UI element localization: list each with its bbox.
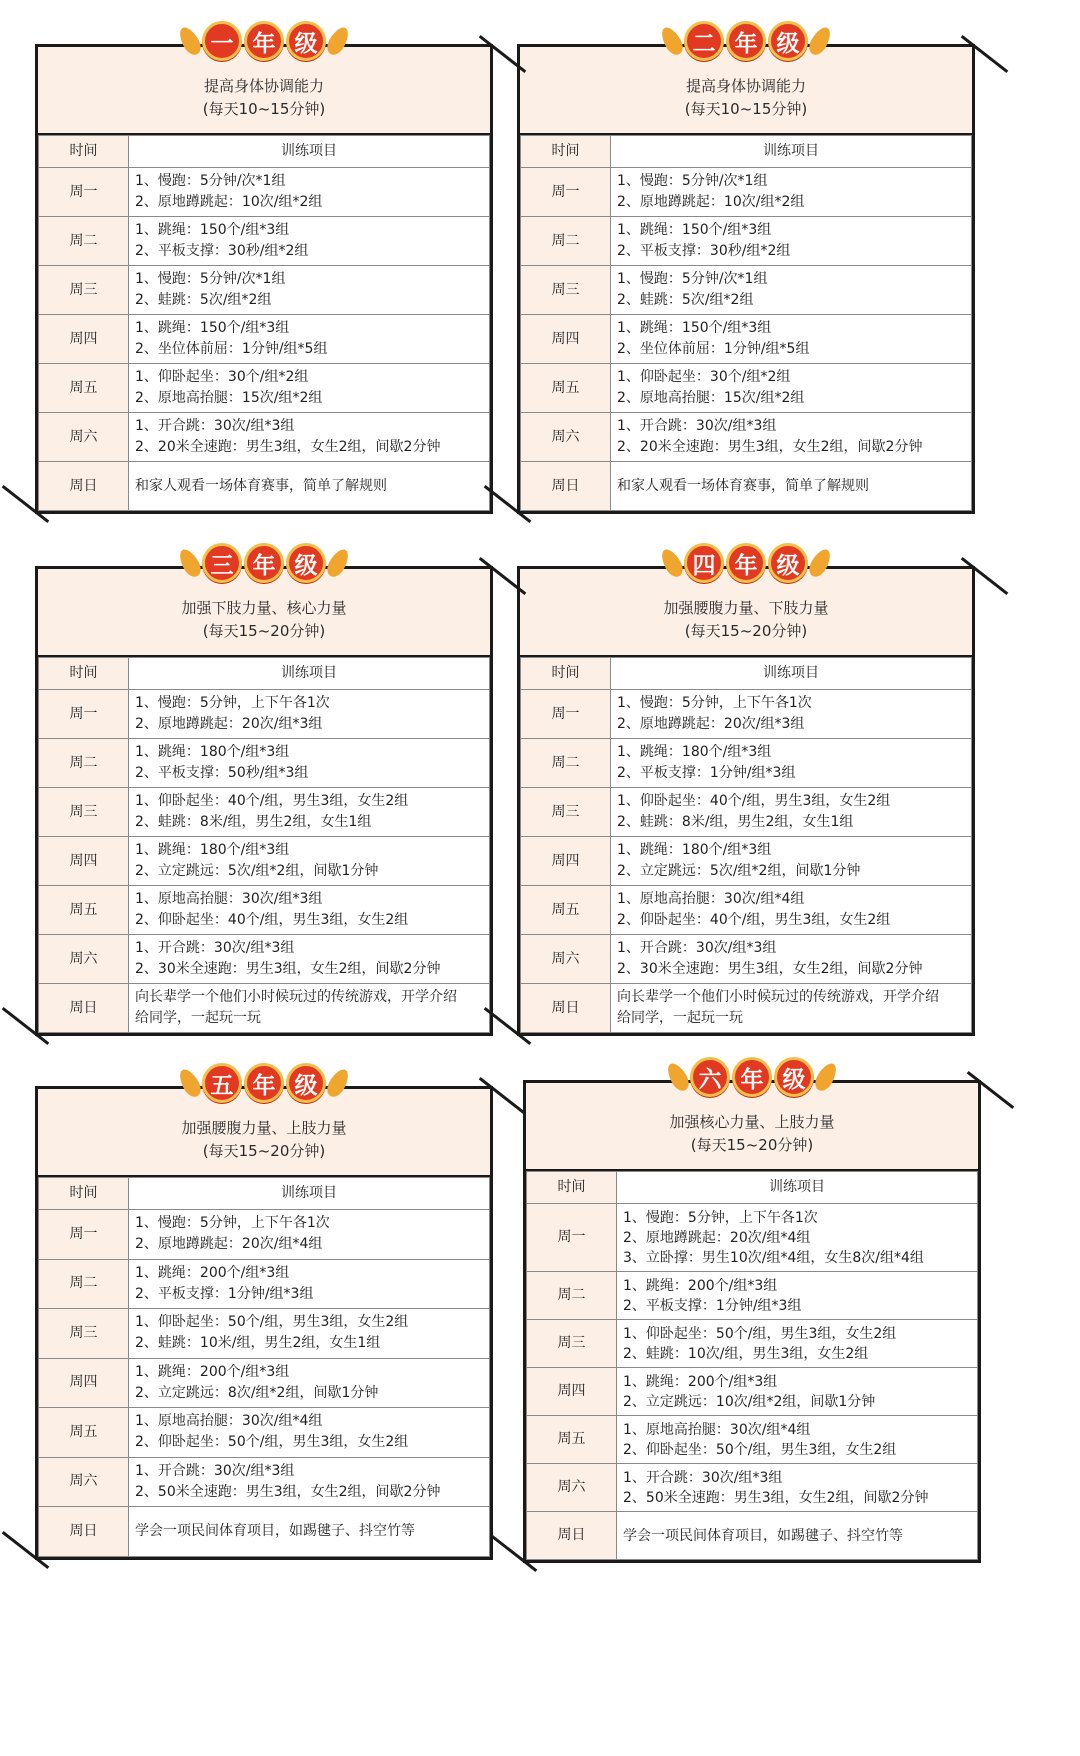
training-item: 2、原地蹲跳起：20次/组*4组 bbox=[623, 1229, 811, 1246]
day-cell: 周二 bbox=[521, 739, 611, 788]
training-item: 2、仰卧起坐：50个/组，男生3组，女生2组 bbox=[623, 1441, 897, 1458]
training-items-cell bbox=[611, 217, 972, 266]
table-row bbox=[39, 1358, 490, 1408]
day-cell: 周三 bbox=[39, 788, 129, 837]
training-item: 1、慢跑：5分钟，上下午各1次 bbox=[135, 695, 330, 711]
training-items-cell bbox=[611, 739, 972, 788]
day-cell: 周四 bbox=[39, 837, 129, 886]
column-header-item: 训练项目 bbox=[129, 658, 490, 690]
training-item: 向长辈学一个他们小时候玩过的传统游戏，开学介绍 bbox=[135, 989, 457, 1005]
training-items-cell bbox=[129, 1259, 490, 1309]
training-item: 2、立定跳远：8次/组*2组，间歇1分钟 bbox=[135, 1384, 379, 1401]
training-item: 2、立定跳远：5次/组*2组，间歇1分钟 bbox=[135, 863, 379, 879]
training-items-cell bbox=[129, 1309, 490, 1359]
training-item: 1、跳绳：180个/组*3组 bbox=[135, 744, 290, 760]
grade-badge-char: 三 bbox=[202, 543, 242, 583]
table-row bbox=[39, 1457, 490, 1507]
grade-badge bbox=[664, 21, 828, 61]
column-header-time: 时间 bbox=[39, 136, 129, 168]
day-cell: 周五 bbox=[521, 886, 611, 935]
training-item: 2、20米全速跑：男生3组，女生2组，间歇2分钟 bbox=[135, 439, 441, 455]
training-items-cell bbox=[617, 1512, 978, 1560]
grade-badge-char: 二 bbox=[684, 21, 724, 61]
table-header-row bbox=[39, 136, 490, 168]
table-row bbox=[39, 984, 490, 1033]
grade-badge-char: 级 bbox=[286, 543, 326, 583]
day-cell: 周六 bbox=[527, 1464, 617, 1512]
day-cell: 周五 bbox=[39, 364, 129, 413]
day-cell: 周四 bbox=[521, 315, 611, 364]
training-items-cell bbox=[611, 837, 972, 886]
day-cell: 周日 bbox=[39, 1507, 129, 1557]
grade-card bbox=[517, 30, 975, 514]
table-row bbox=[521, 168, 972, 217]
training-items-cell bbox=[129, 935, 490, 984]
training-item: 1、慢跑：5分钟，上下午各1次 bbox=[617, 695, 812, 711]
table-row bbox=[521, 266, 972, 315]
training-items-cell bbox=[611, 886, 972, 935]
training-items-cell bbox=[129, 1408, 490, 1458]
training-item: 2、坐位体前屈：1分钟/组*5组 bbox=[135, 341, 328, 357]
training-items-cell bbox=[617, 1204, 978, 1272]
training-item: 2、蛙跳：8米/组，男生2组，女生1组 bbox=[135, 814, 372, 830]
training-item: 1、仰卧起坐：40个/组，男生3组，女生2组 bbox=[135, 793, 409, 809]
day-cell: 周一 bbox=[527, 1204, 617, 1272]
day-cell: 周六 bbox=[521, 935, 611, 984]
training-item: 2、30米全速跑：男生3组，女生2组，间歇2分钟 bbox=[617, 961, 923, 977]
training-items-cell bbox=[129, 1457, 490, 1507]
training-item: 1、跳绳：180个/组*3组 bbox=[617, 842, 772, 858]
training-item: 1、开合跳：30次/组*3组 bbox=[617, 418, 777, 434]
day-cell: 周四 bbox=[39, 315, 129, 364]
training-item: 2、平板支撑：30秒/组*2组 bbox=[617, 243, 791, 259]
day-cell: 周日 bbox=[527, 1512, 617, 1560]
training-item: 1、跳绳：180个/组*3组 bbox=[135, 842, 290, 858]
training-item: 2、坐位体前屈：1分钟/组*5组 bbox=[617, 341, 810, 357]
table-row bbox=[39, 462, 490, 511]
training-item: 1、开合跳：30次/组*3组 bbox=[623, 1469, 783, 1486]
training-item: 2、50米全速跑：男生3组，女生2组，间歇2分钟 bbox=[623, 1489, 929, 1506]
training-item: 3、立卧撑：男生10次/组*4组，女生8次/组*4组 bbox=[623, 1249, 924, 1266]
grade-badge bbox=[182, 21, 346, 61]
training-item: 2、30米全速跑：男生3组，女生2组，间歇2分钟 bbox=[135, 961, 441, 977]
table-row bbox=[39, 788, 490, 837]
training-item: 1、开合跳：30次/组*3组 bbox=[135, 940, 295, 956]
table-row bbox=[39, 217, 490, 266]
training-item: 1、跳绳：150个/组*3组 bbox=[135, 320, 290, 336]
table-row bbox=[527, 1272, 978, 1320]
grade-badge-char: 年 bbox=[244, 1063, 284, 1103]
training-item: 2、平板支撑：30秒/组*2组 bbox=[135, 243, 309, 259]
table-row bbox=[39, 364, 490, 413]
table-header-row bbox=[527, 1172, 978, 1204]
day-cell: 周四 bbox=[527, 1368, 617, 1416]
training-item: 1、慢跑：5分钟/次*1组 bbox=[617, 173, 768, 189]
training-table bbox=[38, 135, 490, 511]
day-cell: 周四 bbox=[39, 1358, 129, 1408]
training-items-cell bbox=[129, 364, 490, 413]
training-table bbox=[520, 135, 972, 511]
training-item: 1、原地高抬腿：30次/组*4组 bbox=[135, 1413, 323, 1430]
training-items-cell bbox=[129, 1210, 490, 1260]
table-row bbox=[39, 739, 490, 788]
grade-card bbox=[35, 30, 493, 514]
table-row bbox=[527, 1368, 978, 1416]
training-item: 1、原地高抬腿：30次/组*4组 bbox=[623, 1421, 811, 1438]
training-item: 2、原地蹲跳起：10次/组*2组 bbox=[617, 194, 805, 210]
training-items-cell bbox=[611, 690, 972, 739]
table-row bbox=[521, 886, 972, 935]
grade-badge-char: 一 bbox=[202, 21, 242, 61]
training-item: 2、原地高抬腿：15次/组*2组 bbox=[135, 390, 323, 406]
day-cell: 周二 bbox=[39, 217, 129, 266]
table-row bbox=[39, 413, 490, 462]
grade-badge-char: 级 bbox=[768, 21, 808, 61]
training-item: 1、慢跑：5分钟/次*1组 bbox=[617, 271, 768, 287]
table-header-row bbox=[39, 658, 490, 690]
training-items-cell bbox=[611, 984, 972, 1033]
grade-duration: (每天10~15分钟) bbox=[684, 100, 808, 118]
grade-badge-char: 六 bbox=[690, 1057, 730, 1097]
training-item: 2、原地蹲跳起：20次/组*3组 bbox=[135, 716, 323, 732]
day-cell: 周五 bbox=[39, 1408, 129, 1458]
training-item: 1、仰卧起坐：40个/组，男生3组，女生2组 bbox=[617, 793, 891, 809]
training-item: 给同学，一起玩一玩 bbox=[617, 1010, 743, 1026]
day-cell: 周一 bbox=[521, 168, 611, 217]
training-item: 2、原地蹲跳起：10次/组*2组 bbox=[135, 194, 323, 210]
table-row bbox=[39, 266, 490, 315]
training-items-cell bbox=[129, 690, 490, 739]
day-cell: 周三 bbox=[527, 1320, 617, 1368]
training-item: 1、跳绳：200个/组*3组 bbox=[623, 1277, 778, 1294]
training-items-cell bbox=[611, 935, 972, 984]
table-row bbox=[521, 413, 972, 462]
training-item: 1、原地高抬腿：30次/组*3组 bbox=[135, 891, 323, 907]
training-item: 2、平板支撑：1分钟/组*3组 bbox=[623, 1297, 802, 1314]
training-item: 2、20米全速跑：男生3组，女生2组，间歇2分钟 bbox=[617, 439, 923, 455]
training-items-cell bbox=[611, 462, 972, 511]
grade-badge-char: 级 bbox=[774, 1057, 814, 1097]
training-items-cell bbox=[617, 1416, 978, 1464]
column-header-item: 训练项目 bbox=[129, 1178, 490, 1210]
day-cell: 周一 bbox=[39, 168, 129, 217]
training-items-cell bbox=[129, 413, 490, 462]
day-cell: 周三 bbox=[521, 788, 611, 837]
training-item: 1、跳绳：200个/组*3组 bbox=[135, 1264, 290, 1281]
training-item: 2、原地蹲跳起：20次/组*3组 bbox=[617, 716, 805, 732]
training-item: 给同学，一起玩一玩 bbox=[135, 1010, 261, 1026]
training-items-cell bbox=[129, 266, 490, 315]
table-row bbox=[527, 1464, 978, 1512]
training-item: 2、仰卧起坐：40个/组，男生3组，女生2组 bbox=[617, 912, 891, 928]
grade-goal: 提高身体协调能力 bbox=[203, 77, 324, 95]
table-row bbox=[521, 690, 972, 739]
table-row bbox=[39, 1408, 490, 1458]
table-row bbox=[527, 1416, 978, 1464]
training-item: 1、原地高抬腿：30次/组*4组 bbox=[617, 891, 805, 907]
day-cell: 周日 bbox=[39, 462, 129, 511]
table-header-row bbox=[521, 136, 972, 168]
training-item: 1、仰卧起坐：30个/组*2组 bbox=[135, 369, 309, 385]
day-cell: 周日 bbox=[521, 984, 611, 1033]
training-table bbox=[38, 657, 490, 1033]
training-item: 2、立定跳远：10次/组*2组，间歇1分钟 bbox=[623, 1393, 876, 1410]
training-item: 1、跳绳：150个/组*3组 bbox=[135, 222, 290, 238]
training-item: 和家人观看一场体育赛事，简单了解规则 bbox=[617, 477, 869, 494]
training-items-cell bbox=[611, 788, 972, 837]
training-table bbox=[38, 1177, 490, 1557]
training-item: 1、跳绳：200个/组*3组 bbox=[135, 1363, 290, 1380]
grade-badge-char: 年 bbox=[726, 543, 766, 583]
grade-duration: (每天10~15分钟) bbox=[202, 100, 326, 118]
grade-card bbox=[523, 1066, 981, 1563]
grade-goal: 加强腰腹力量、下肢力量 bbox=[663, 599, 829, 617]
training-item: 1、开合跳：30次/组*3组 bbox=[135, 418, 295, 434]
grade-badge bbox=[664, 543, 828, 583]
column-header-time: 时间 bbox=[521, 658, 611, 690]
training-item: 1、开合跳：30次/组*3组 bbox=[617, 940, 777, 956]
training-item: 2、平板支撑：1分钟/组*3组 bbox=[617, 765, 796, 781]
training-item: 1、慢跑：5分钟，上下午各1次 bbox=[135, 1215, 330, 1232]
training-item: 2、立定跳远：5次/组*2组，间歇1分钟 bbox=[617, 863, 861, 879]
training-item: 2、平板支撑：1分钟/组*3组 bbox=[135, 1285, 314, 1302]
training-items-cell bbox=[617, 1368, 978, 1416]
training-items-cell bbox=[611, 364, 972, 413]
training-item: 1、慢跑：5分钟/次*1组 bbox=[135, 271, 286, 287]
training-item: 1、跳绳：150个/组*3组 bbox=[617, 320, 772, 336]
training-items-cell bbox=[611, 266, 972, 315]
table-row bbox=[521, 984, 972, 1033]
training-items-cell bbox=[129, 1358, 490, 1408]
training-item: 1、跳绳：150个/组*3组 bbox=[617, 222, 772, 238]
day-cell: 周一 bbox=[39, 1210, 129, 1260]
table-row bbox=[521, 837, 972, 886]
table-row bbox=[527, 1512, 978, 1560]
training-items-cell bbox=[617, 1272, 978, 1320]
day-cell: 周三 bbox=[39, 1309, 129, 1359]
day-cell: 周六 bbox=[521, 413, 611, 462]
training-item: 1、慢跑：5分钟，上下午各1次 bbox=[623, 1209, 818, 1226]
training-item: 1、慢跑：5分钟/次*1组 bbox=[135, 173, 286, 189]
grade-badge-char: 级 bbox=[286, 21, 326, 61]
day-cell: 周二 bbox=[39, 739, 129, 788]
training-items-cell bbox=[129, 168, 490, 217]
grade-badge-char: 年 bbox=[726, 21, 766, 61]
grade-card bbox=[35, 552, 493, 1036]
table-row bbox=[521, 217, 972, 266]
training-item: 学会一项民间体育项目，如踢毽子、抖空竹等 bbox=[623, 1527, 903, 1544]
training-items-cell bbox=[611, 413, 972, 462]
training-item: 2、蛙跳：10次/组，男生3组，女生2组 bbox=[623, 1345, 869, 1362]
training-item: 1、仰卧起坐：50个/组，男生3组，女生2组 bbox=[135, 1314, 409, 1331]
table-row bbox=[39, 1259, 490, 1309]
table-row bbox=[39, 1507, 490, 1557]
training-table bbox=[526, 1171, 978, 1560]
day-cell: 周日 bbox=[39, 984, 129, 1033]
training-item: 1、跳绳：180个/组*3组 bbox=[617, 744, 772, 760]
table-row bbox=[39, 168, 490, 217]
column-header-item: 训练项目 bbox=[617, 1172, 978, 1204]
column-header-item: 训练项目 bbox=[129, 136, 490, 168]
table-row bbox=[527, 1320, 978, 1368]
table-header-row bbox=[39, 1178, 490, 1210]
grade-duration: (每天15~20分钟) bbox=[690, 1136, 814, 1154]
table-row bbox=[521, 364, 972, 413]
day-cell: 周日 bbox=[521, 462, 611, 511]
table-row bbox=[39, 1210, 490, 1260]
grade-badge bbox=[182, 1063, 346, 1103]
training-item: 1、仰卧起坐：50个/组，男生3组，女生2组 bbox=[623, 1325, 897, 1342]
training-item: 2、平板支撑：50秒/组*3组 bbox=[135, 765, 309, 781]
grade-badge-char: 四 bbox=[684, 543, 724, 583]
table-row bbox=[521, 935, 972, 984]
grade-badge bbox=[670, 1057, 834, 1097]
training-items-cell bbox=[129, 739, 490, 788]
day-cell: 周三 bbox=[521, 266, 611, 315]
grade-card bbox=[35, 1072, 493, 1560]
table-row bbox=[39, 690, 490, 739]
training-item: 2、蛙跳：10米/组，男生2组，女生1组 bbox=[135, 1335, 381, 1352]
training-items-cell bbox=[129, 315, 490, 364]
column-header-time: 时间 bbox=[527, 1172, 617, 1204]
table-row bbox=[39, 1309, 490, 1359]
training-item: 向长辈学一个他们小时候玩过的传统游戏，开学介绍 bbox=[617, 989, 939, 1005]
training-item: 1、仰卧起坐：30个/组*2组 bbox=[617, 369, 791, 385]
table-row bbox=[39, 935, 490, 984]
training-items-cell bbox=[129, 462, 490, 511]
column-header-item: 训练项目 bbox=[611, 136, 972, 168]
day-cell: 周六 bbox=[39, 935, 129, 984]
day-cell: 周四 bbox=[521, 837, 611, 886]
grade-badge-char: 年 bbox=[244, 21, 284, 61]
training-item: 2、原地蹲跳起：20次/组*4组 bbox=[135, 1236, 323, 1253]
column-header-time: 时间 bbox=[39, 658, 129, 690]
training-items-cell bbox=[129, 886, 490, 935]
training-item: 2、50米全速跑：男生3组，女生2组，间歇2分钟 bbox=[135, 1483, 441, 1500]
table-row bbox=[521, 739, 972, 788]
day-cell: 周六 bbox=[39, 1457, 129, 1507]
day-cell: 周五 bbox=[39, 886, 129, 935]
grade-goal: 加强腰腹力量、上肢力量 bbox=[181, 1119, 347, 1137]
column-header-time: 时间 bbox=[39, 1178, 129, 1210]
table-row bbox=[527, 1204, 978, 1272]
day-cell: 周三 bbox=[39, 266, 129, 315]
training-items-cell bbox=[129, 217, 490, 266]
training-item: 和家人观看一场体育赛事，简单了解规则 bbox=[135, 477, 387, 494]
day-cell: 周一 bbox=[39, 690, 129, 739]
training-items-cell bbox=[129, 837, 490, 886]
grade-badge-char: 年 bbox=[244, 543, 284, 583]
grade-duration: (每天15~20分钟) bbox=[684, 622, 808, 640]
day-cell: 周六 bbox=[39, 413, 129, 462]
training-items-cell bbox=[611, 315, 972, 364]
training-item: 2、仰卧起坐：40个/组，男生3组，女生2组 bbox=[135, 912, 409, 928]
grade-goal: 加强下肢力量、核心力量 bbox=[181, 599, 347, 617]
training-item: 1、跳绳：200个/组*3组 bbox=[623, 1373, 778, 1390]
day-cell: 周二 bbox=[527, 1272, 617, 1320]
table-row bbox=[521, 315, 972, 364]
training-item: 1、开合跳：30次/组*3组 bbox=[135, 1462, 295, 1479]
training-items-cell bbox=[129, 1507, 490, 1557]
training-item: 2、蛙跳：5次/组*2组 bbox=[135, 292, 272, 308]
day-cell: 周五 bbox=[527, 1416, 617, 1464]
grade-goal: 加强核心力量、上肢力量 bbox=[669, 1113, 835, 1131]
training-items-cell bbox=[617, 1464, 978, 1512]
training-item: 2、原地高抬腿：15次/组*2组 bbox=[617, 390, 805, 406]
training-items-cell bbox=[617, 1320, 978, 1368]
day-cell: 周一 bbox=[521, 690, 611, 739]
day-cell: 周二 bbox=[521, 217, 611, 266]
grade-goal: 提高身体协调能力 bbox=[685, 77, 806, 95]
grade-badge-char: 年 bbox=[732, 1057, 772, 1097]
day-cell: 周二 bbox=[39, 1259, 129, 1309]
training-item: 学会一项民间体育项目，如踢毽子、抖空竹等 bbox=[135, 1522, 415, 1539]
training-items-cell bbox=[129, 984, 490, 1033]
training-item: 2、蛙跳：5次/组*2组 bbox=[617, 292, 754, 308]
training-item: 2、仰卧起坐：50个/组，男生3组，女生2组 bbox=[135, 1434, 409, 1451]
grade-card bbox=[517, 552, 975, 1036]
table-row bbox=[521, 788, 972, 837]
grade-badge bbox=[182, 543, 346, 583]
training-table bbox=[520, 657, 972, 1033]
training-item: 2、蛙跳：8米/组，男生2组，女生1组 bbox=[617, 814, 854, 830]
grade-duration: (每天15~20分钟) bbox=[202, 622, 326, 640]
table-row bbox=[39, 886, 490, 935]
table-row bbox=[521, 462, 972, 511]
grade-badge-char: 级 bbox=[286, 1063, 326, 1103]
table-row bbox=[39, 315, 490, 364]
grade-badge-char: 五 bbox=[202, 1063, 242, 1103]
grade-badge-char: 级 bbox=[768, 543, 808, 583]
grade-duration: (每天15~20分钟) bbox=[202, 1142, 326, 1160]
training-items-cell bbox=[129, 788, 490, 837]
training-items-cell bbox=[611, 168, 972, 217]
table-row bbox=[39, 837, 490, 886]
column-header-time: 时间 bbox=[521, 136, 611, 168]
table-header-row bbox=[521, 658, 972, 690]
day-cell: 周五 bbox=[521, 364, 611, 413]
column-header-item: 训练项目 bbox=[611, 658, 972, 690]
